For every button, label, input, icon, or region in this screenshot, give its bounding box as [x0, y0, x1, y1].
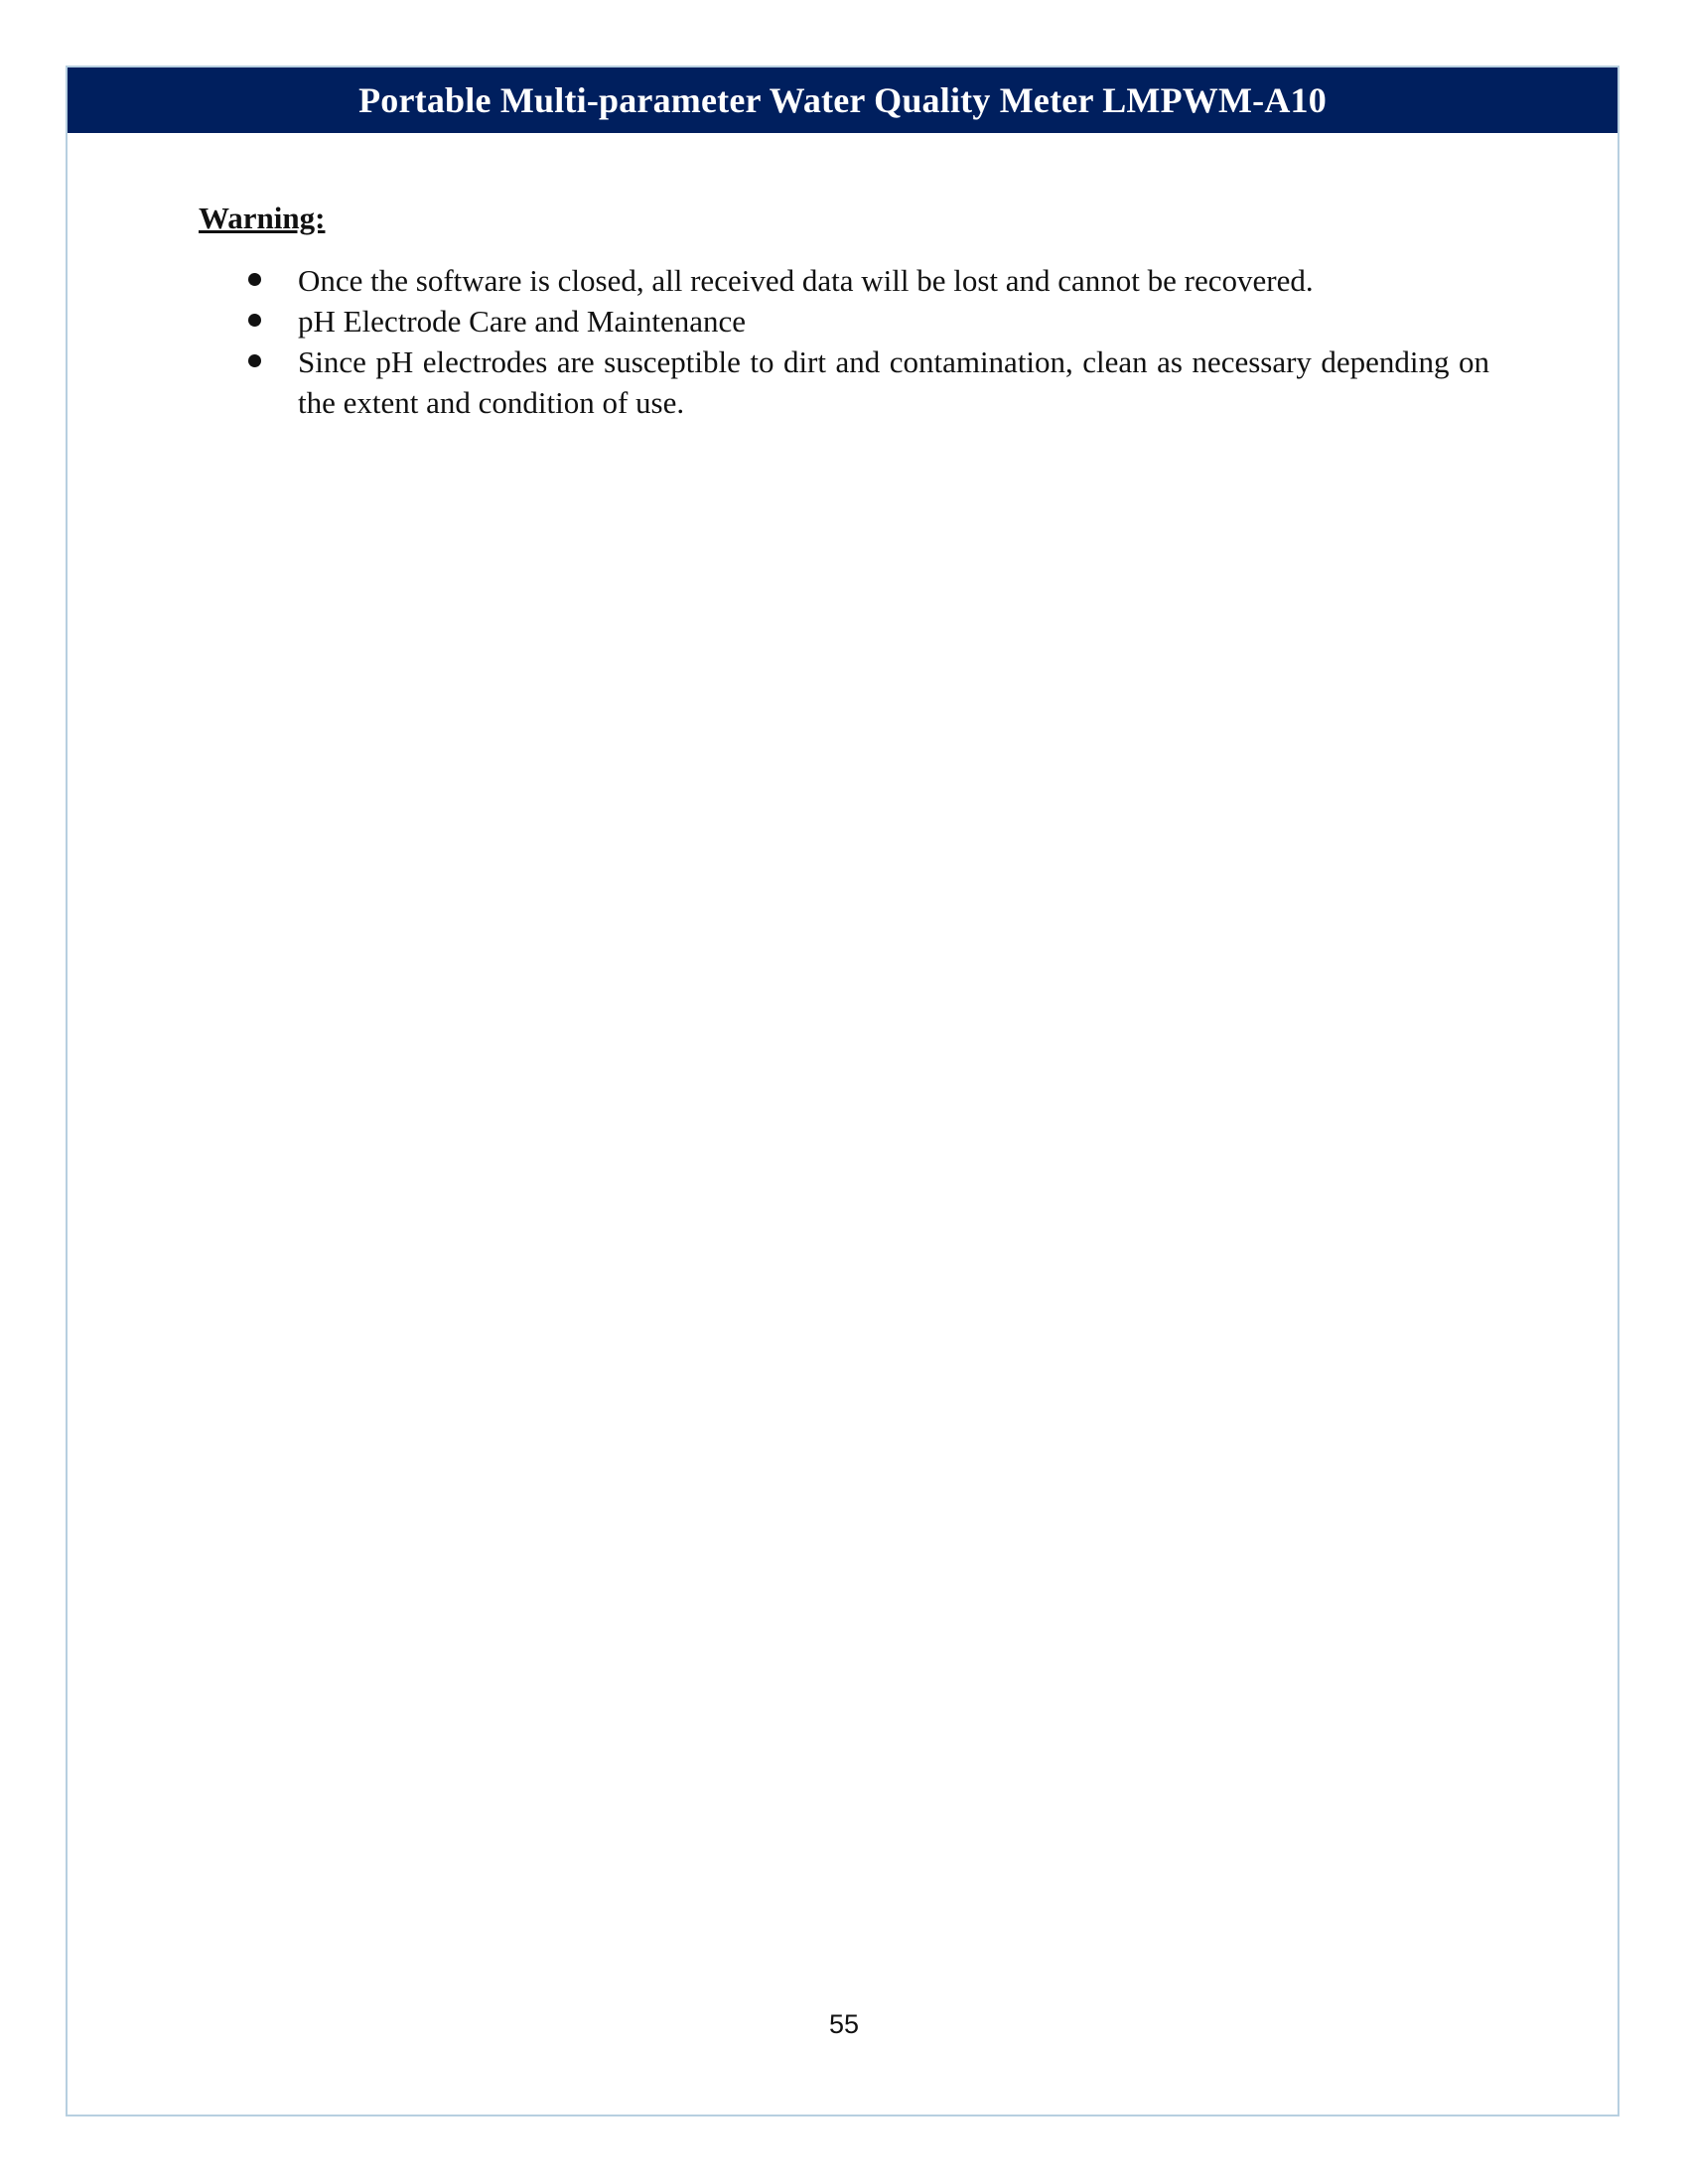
- warning-text: Since pH electrodes are susceptible to dirt and contamination, clean as necessary depending on the extent and condition of use.: [298, 344, 1489, 421]
- warning-list: [199, 260, 1489, 423]
- page-number: 55: [828, 2009, 860, 2039]
- warning-heading: Warning:: [199, 201, 326, 235]
- warning-item-data-loss: [199, 260, 1489, 301]
- bullet-icon: [248, 354, 261, 367]
- bullet-icon: [248, 314, 261, 327]
- warning-text: pH Electrode Care and Maintenance: [298, 304, 747, 340]
- warning-text: Once the software is closed, all received data will be lost and cannot be recovered.: [298, 263, 1314, 299]
- document-header: [68, 68, 1618, 133]
- bullet-icon: [248, 273, 261, 286]
- warning-item-cleaning: [199, 341, 1489, 423]
- warning-item-electrode-care: [199, 301, 1489, 341]
- document-title: Portable Multi-parameter Water Quality Meter LMPWM-A10: [358, 80, 1327, 120]
- main-content: [199, 199, 1489, 423]
